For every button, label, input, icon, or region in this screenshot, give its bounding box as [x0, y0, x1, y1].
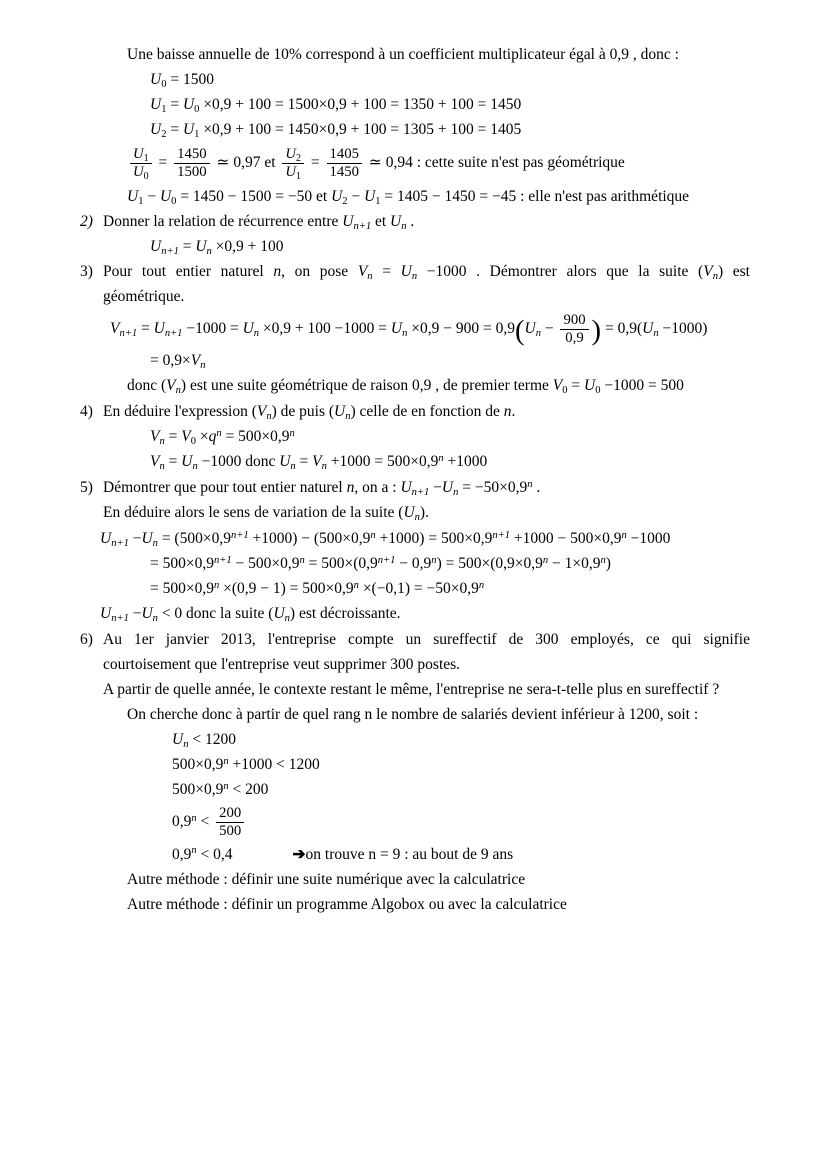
doc-line: [103, 286, 828, 308]
text-segment: Au 1er janvier 2013, l'entreprise compte un sureffectif de 300 employés, ce qui signifie: [103, 630, 750, 648]
text-segment: U: [153, 319, 165, 337]
fraction: [174, 146, 209, 181]
superscript: n: [191, 845, 197, 857]
text-segment: +1000 − 500×0,9: [509, 529, 622, 547]
text-segment: n: [346, 478, 355, 496]
doc-line: [103, 679, 828, 701]
exercise-item: [80, 211, 828, 233]
text-segment: q: [208, 427, 217, 445]
text-segment: U: [182, 121, 195, 138]
superscript: n+1: [230, 529, 249, 541]
text-segment: +1000 = 500×0,9: [326, 452, 439, 470]
subscript: 0: [595, 385, 601, 397]
text-segment: .: [406, 212, 415, 230]
text-segment: A partir de quelle année, le contexte restant le même, l'entreprise ne sera-t-telle plus en sureffectif ?: [103, 680, 720, 698]
fraction: [216, 805, 244, 840]
subscript: n: [253, 328, 260, 340]
text-segment: = 1500: [166, 71, 214, 88]
doc-line: [172, 779, 828, 801]
text-segment: 500×0,9: [172, 780, 224, 798]
subscript: 1: [194, 129, 200, 141]
subscript: n+1: [164, 328, 183, 340]
text-segment: ) est: [717, 262, 750, 280]
text-segment: < 0,4: [196, 845, 233, 863]
text-segment: = 0,9×: [150, 351, 191, 369]
text-segment: 0,9: [172, 845, 192, 863]
text-segment: on trouve n = 9 : au bout de 9 ans: [305, 845, 514, 863]
text-segment: V: [190, 351, 201, 369]
doc-line: [127, 894, 828, 916]
text-segment: En déduire alors le sens de variation de la suite (: [103, 503, 404, 521]
text-segment: = 0,9(: [601, 319, 643, 337]
subscript: n: [535, 328, 541, 340]
superscript: n: [478, 579, 485, 591]
text-segment: ≃ 0,97 et: [212, 153, 280, 171]
subscript: 2: [296, 153, 302, 165]
text-segment: 1450: [329, 163, 359, 180]
text-segment: −: [128, 529, 142, 547]
text-segment: U: [195, 237, 207, 255]
text-segment: .: [511, 402, 516, 420]
text-segment: 0,9: [565, 329, 584, 346]
text-segment: On cherche donc à partir de quel rang n le nombre de salariés devient inférieur à 1200, soit :: [127, 705, 699, 723]
text-segment: U: [182, 96, 195, 113]
superscript: n: [527, 478, 533, 490]
doc-line: [150, 350, 828, 372]
superscript: n: [542, 554, 549, 566]
text-segment: V: [150, 452, 160, 470]
big-paren: (: [514, 314, 525, 347]
text-segment: 900: [563, 311, 586, 328]
text-segment: =: [166, 96, 183, 113]
doc-line: [100, 603, 828, 625]
text-segment: ×0,9 − 900 = 0,9: [407, 319, 515, 337]
text-segment: = 500×0,9: [150, 579, 214, 597]
subscript: 1: [138, 196, 144, 208]
text-segment: Autre méthode : définir un programme Algobox ou avec la calculatrice: [127, 895, 567, 913]
text-segment: −: [347, 187, 365, 205]
superscript: n: [299, 554, 305, 566]
text-segment: U: [524, 319, 536, 337]
text-segment: =: [164, 427, 182, 445]
text-segment: = −50×0,9: [458, 478, 528, 496]
text-segment: ➔: [292, 845, 306, 863]
text-segment: Une baisse annuelle de 10% correspond à un coefficient multiplicateur égal à 0,9 , donc :: [127, 46, 679, 63]
subscript: n: [192, 461, 198, 473]
text-segment: 500×0,9: [172, 755, 224, 773]
text-segment: En déduire l'expression (: [103, 402, 257, 420]
item-number: 3): [80, 262, 93, 280]
text-segment: V: [703, 262, 713, 280]
doc-line: [150, 69, 828, 91]
doc-line: [150, 553, 828, 575]
subscript: n: [411, 271, 418, 283]
text-segment: V: [181, 427, 191, 445]
fraction: [327, 146, 362, 181]
subscript: n: [159, 436, 165, 448]
text-segment: ×(0,9 − 1) = 500×0,9: [219, 579, 354, 597]
superscript: n+1: [377, 554, 396, 566]
item-number: 5): [80, 478, 93, 496]
text-segment: =: [178, 237, 196, 255]
text-segment: U: [400, 262, 412, 280]
text-segment: −1000 =: [182, 319, 243, 337]
superscript: n: [431, 554, 437, 566]
subscript: 2: [161, 129, 167, 141]
doc-line: [172, 805, 828, 840]
text-segment: =: [372, 262, 401, 280]
superscript: n: [223, 755, 229, 767]
text-segment: U: [390, 212, 402, 230]
text-segment: V: [312, 452, 322, 470]
text-segment: U: [172, 730, 184, 748]
text-segment: =: [154, 153, 172, 171]
item-number: 6): [80, 630, 93, 648]
text-segment: U: [141, 529, 153, 547]
text-segment: V: [256, 402, 267, 420]
text-segment: ×0,9 + 100 = 1500×0,9 + 100 = 1350 + 100 = 1450: [199, 96, 522, 113]
text-segment: −1000 . Démontrer alors que la suite (: [417, 262, 704, 280]
text-segment: 1405: [329, 146, 359, 162]
doc-line: [150, 94, 828, 116]
exercise-item: [80, 629, 750, 651]
doc-line: [110, 312, 828, 347]
subscript: n: [290, 461, 296, 473]
text-segment: ×: [195, 427, 209, 445]
subscript: 0: [562, 385, 568, 397]
text-segment: U: [364, 187, 376, 205]
text-segment: = 1405 − 1450 = −45 : elle n'est pas arithmétique: [380, 187, 690, 205]
fraction: [282, 146, 304, 181]
doc-line: [127, 186, 828, 208]
superscript: n: [289, 427, 295, 439]
subscript: n+1: [161, 246, 179, 258]
superscript: n: [223, 780, 229, 792]
subscript: 1: [143, 153, 149, 165]
text-segment: < 0 donc la suite (: [157, 604, 274, 622]
text-segment: V: [110, 319, 120, 337]
text-segment: = 500×0,9: [150, 554, 214, 572]
superscript: n: [191, 812, 197, 824]
text-segment: .: [532, 478, 541, 496]
text-segment: 1450: [177, 146, 207, 162]
text-segment: U: [285, 163, 297, 180]
superscript: n+1: [213, 554, 232, 566]
text-segment: ) celle de en fonction de: [350, 402, 504, 420]
text-segment: n: [273, 262, 282, 280]
text-segment: n: [503, 402, 512, 420]
text-segment: Démontrer que pour tout entier naturel: [103, 478, 347, 496]
superscript: n: [216, 427, 222, 439]
big-paren: ): [591, 314, 602, 347]
subscript: 0: [171, 196, 177, 208]
superscript: n: [600, 554, 606, 566]
subscript: n+1: [111, 538, 129, 550]
text-segment: U: [127, 187, 139, 205]
text-segment: ) est décroissante.: [289, 604, 401, 622]
exercise-item: [80, 401, 828, 423]
subscript: n+1: [353, 221, 372, 233]
text-segment: U: [273, 604, 285, 622]
subscript: n: [159, 461, 165, 473]
text-segment: < 200: [228, 780, 269, 798]
fraction: [560, 312, 588, 347]
doc-line: [103, 654, 828, 676]
text-segment: = 500×0,9: [221, 427, 290, 445]
text-segment: − 0,9: [395, 554, 432, 572]
text-segment: U: [100, 529, 112, 547]
subscript: n: [712, 271, 718, 283]
text-segment: U: [150, 237, 162, 255]
text-segment: U: [150, 71, 162, 88]
item-number: 2): [80, 212, 93, 230]
text-segment: U: [242, 319, 254, 337]
subscript: 0: [194, 104, 200, 116]
text-segment: U: [342, 212, 354, 230]
subscript: n: [200, 360, 206, 372]
text-segment: U: [133, 163, 144, 180]
text-segment: 1500: [177, 163, 207, 180]
text-segment: U: [159, 187, 172, 205]
subscript: n+1: [111, 613, 129, 625]
text-segment: −1000: [626, 529, 671, 547]
text-segment: ≃ 0,94 : cette suite n'est pas géométrique: [364, 153, 625, 171]
subscript: n: [152, 613, 158, 625]
text-segment: 200: [219, 804, 242, 821]
doc-line: [127, 146, 828, 181]
text-segment: et: [371, 212, 391, 230]
text-segment: courtoisement que l'entreprise veut supprimer 300 postes.: [103, 655, 461, 673]
text-segment: +1000 < 1200: [228, 755, 320, 773]
text-segment: U: [141, 604, 153, 622]
superscript: n: [370, 529, 376, 541]
doc-line: [150, 451, 828, 473]
text-segment: +1000) − (500×0,9: [248, 529, 371, 547]
subscript: 1: [296, 171, 302, 183]
text-segment: ×0,9 + 100 −1000 =: [259, 319, 391, 337]
text-segment: =: [137, 319, 154, 337]
doc-line: [150, 236, 828, 258]
superscript: n: [621, 529, 627, 541]
text-segment: −: [128, 604, 142, 622]
subscript: n+1: [119, 328, 138, 340]
text-segment: = (500×0,9: [157, 529, 231, 547]
subscript: n: [284, 613, 290, 625]
text-segment: U: [181, 452, 193, 470]
text-segment: −1000 donc: [197, 452, 280, 470]
text-segment: U: [400, 478, 412, 496]
subscript: 0: [190, 436, 196, 448]
text-segment: −: [143, 187, 160, 205]
text-segment: V: [166, 376, 176, 394]
text-segment: =: [307, 153, 324, 171]
text-segment: +1000: [443, 452, 488, 470]
subscript: n: [653, 328, 659, 340]
text-segment: =: [166, 121, 183, 138]
doc-line: [127, 704, 828, 726]
exercise-item: [80, 261, 750, 283]
text-segment: donc (: [127, 376, 167, 394]
text-segment: U: [441, 478, 454, 496]
text-segment: U: [334, 402, 346, 420]
text-segment: ) = 500×(0,9×0,9: [436, 554, 543, 572]
text-segment: −1000 = 500: [600, 376, 684, 394]
exercise-item: [80, 477, 828, 499]
text-segment: = 1450 − 1500 = −50 et: [176, 187, 332, 205]
text-segment: =: [567, 376, 585, 394]
superscript: n: [438, 452, 444, 464]
doc-line: [100, 528, 828, 550]
text-segment: −: [429, 478, 442, 496]
text-segment: U: [642, 319, 654, 337]
text-segment: − 1×0,9: [548, 554, 601, 572]
text-segment: U: [285, 146, 297, 162]
subscript: 0: [161, 79, 167, 91]
doc-line: [150, 578, 828, 600]
doc-line: [127, 869, 828, 891]
text-segment: <: [196, 812, 214, 830]
text-segment: U: [279, 452, 291, 470]
text-segment: V: [150, 427, 160, 445]
doc-line: [172, 729, 828, 751]
subscript: n: [453, 487, 459, 499]
subscript: n+1: [411, 487, 430, 499]
text-segment: U: [150, 96, 162, 113]
text-segment: +1000) = 500×0,9: [375, 529, 493, 547]
text-segment: ): [605, 554, 611, 572]
subscript: 1: [375, 196, 381, 208]
text-segment: = 500×(0,9: [304, 554, 378, 572]
text-segment: U: [403, 503, 415, 521]
superscript: n: [353, 579, 359, 591]
text-segment: ×(−0,1) = −50×0,9: [358, 579, 479, 597]
text-segment: V: [552, 376, 563, 394]
text-segment: ×0,9 + 100 = 1450×0,9 + 100 = 1305 + 100 = 1405: [199, 121, 522, 138]
subscript: n: [266, 411, 272, 423]
subscript: n: [321, 461, 327, 473]
text-segment: − 500×0,9: [231, 554, 300, 572]
text-segment: U: [390, 319, 403, 337]
text-segment: =: [164, 452, 182, 470]
text-segment: Donner la relation de récurrence entre: [103, 212, 343, 230]
text-segment: U: [100, 604, 112, 622]
text-segment: géométrique.: [103, 287, 185, 305]
subscript: n: [367, 271, 373, 283]
doc-line: [172, 844, 828, 866]
text-segment: 500: [219, 822, 242, 839]
subscript: n: [183, 739, 189, 751]
text-segment: U: [584, 376, 596, 394]
superscript: n+1: [492, 529, 510, 541]
text-segment: Pour tout entier naturel: [103, 262, 274, 280]
subscript: 2: [342, 196, 348, 208]
text-segment: ×0,9 + 100: [211, 237, 284, 255]
fraction: [130, 146, 152, 181]
item-number: 4): [80, 402, 93, 420]
subscript: 0: [143, 171, 149, 183]
doc-line: [150, 119, 828, 141]
subscript: 1: [161, 104, 167, 116]
text-segment: U: [331, 187, 343, 205]
subscript: n: [414, 512, 420, 524]
text-segment: < 1200: [188, 730, 236, 748]
text-segment: ).: [419, 503, 429, 521]
text-segment: 0,9: [172, 812, 192, 830]
subscript: n: [345, 411, 351, 423]
superscript: n: [213, 579, 220, 591]
doc-line: [172, 754, 828, 776]
text-segment: , on pose: [281, 262, 358, 280]
subscript: n: [401, 221, 407, 233]
text-segment: U: [150, 121, 162, 138]
subscript: n: [152, 538, 158, 550]
text-segment: V: [357, 262, 368, 280]
subscript: n: [206, 246, 212, 258]
text-segment: Autre méthode : définir une suite numérique avec la calculatrice: [127, 870, 526, 888]
doc-line: [127, 44, 828, 66]
text-segment: ) est une suite géométrique de raison 0,9 , de premier terme: [180, 376, 553, 394]
text-segment: −1000): [658, 319, 708, 337]
text-segment: −: [540, 319, 558, 337]
subscript: n: [175, 385, 181, 397]
text-segment: ) de puis (: [271, 402, 335, 420]
subscript: n: [402, 328, 408, 340]
text-segment: U: [133, 146, 144, 162]
doc-line: [127, 375, 828, 397]
doc-line: [150, 426, 828, 448]
text-segment: =: [295, 452, 313, 470]
doc-line: [103, 502, 828, 524]
text-segment: , on a :: [354, 478, 401, 496]
